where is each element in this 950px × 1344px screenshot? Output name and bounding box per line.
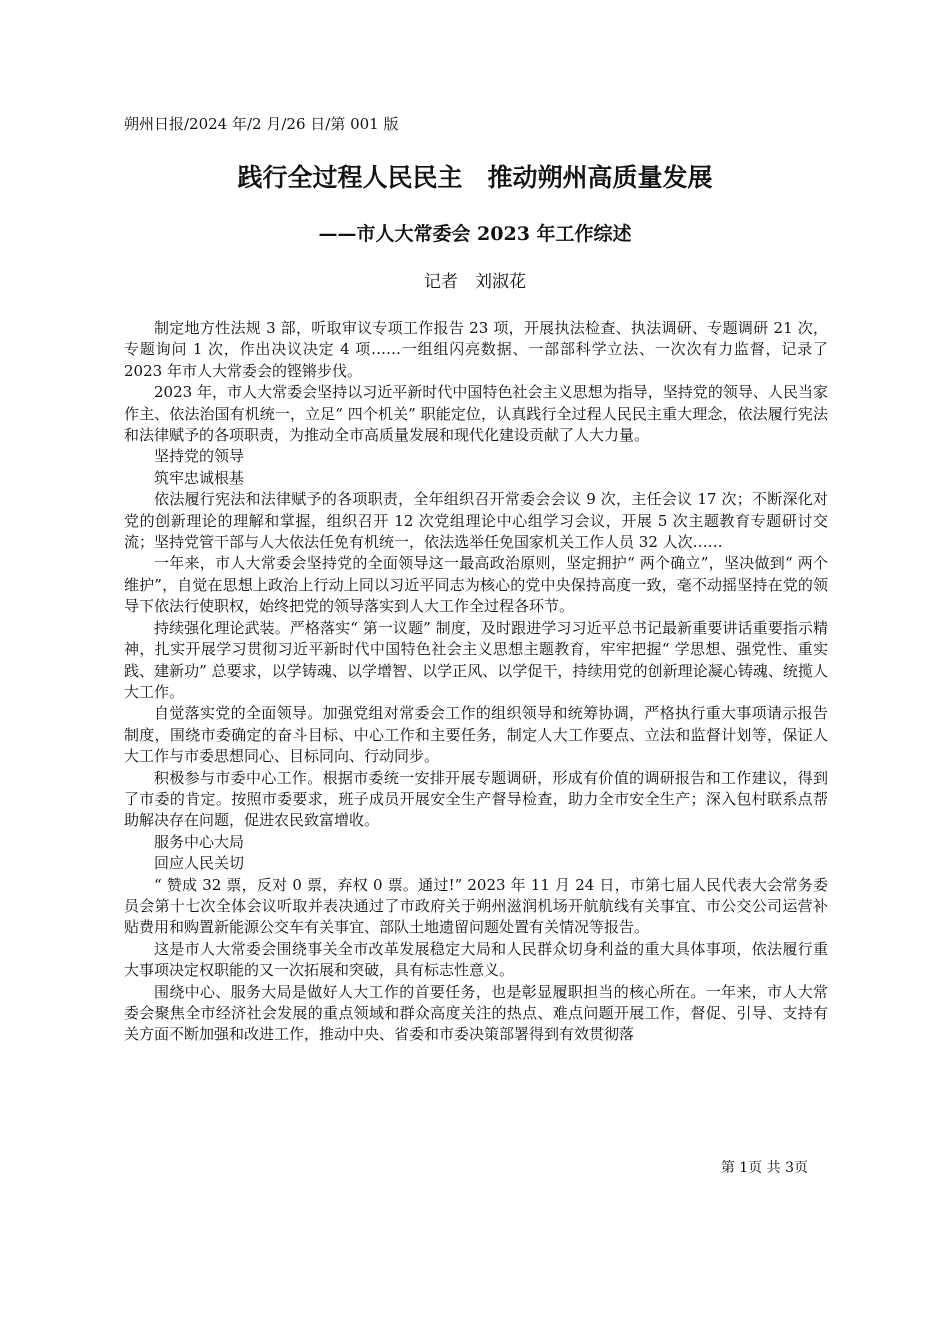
section-heading: 回应人民关切: [154, 854, 245, 873]
article-title: 践行全过程人民民主 推动朔州高质量发展: [237, 163, 713, 192]
page-footer: 第 1页 共 3页: [720, 1160, 808, 1176]
byline: 记者 刘淑花: [424, 272, 526, 292]
paragraph: “ 赞成 32 票，反对 0 票，弃权 0 票。通过!” 2023 年 11 月 24 日，市第七届人民代表大会常务委员会第十七次全体会议听取并表决通过了市政府关于朔州滋润机场开航航线有关事宜、市公交公司运营补贴费用和购置新能源公交车有关事宜、部队土地遗留问题处置有关情况等报告。: [124, 875, 828, 937]
paragraph: 围绕中心、服务大局是做好人大工作的首要任务，也是彰显履职担当的核心所在。一年来，市人大常委会聚焦全市经济社会发展的重点领域和群众高度关注的热点、难点问题开展工作，督促、引导、支持有关方面不断加强和改进工作，推动中央、省委和市委决策部署得到有效贯彻落: [124, 982, 828, 1044]
source-line: 朔州日报/2024 年/2 月/26 日/第 001 版: [124, 115, 399, 133]
article-body: [124, 318, 828, 1046]
paragraph: 自觉落实党的全面领导。加强党组对常委会工作的组织领导和统筹协调，严格执行重大事项请示报告制度，围绕市委确定的奋斗目标、中心工作和主要任务，制定人大工作要点、立法和监督计划等，保证人大工作与市委思想同心、目标同向、行动同步。: [124, 704, 828, 766]
paragraph: 制定地方性法规 3 部，听取审议专项工作报告 23 项，开展执法检查、执法调研、专题调研 21 次，专题询问 1 次，作出决议决定 4 项……一组组闪亮数据、一部部科学立法、一次次有力监督，记录了 2023 年市人大常委会的铿锵步伐。: [124, 319, 828, 380]
paragraph: 持续强化理论武装。严格落实“ 第一议题” 制度，及时跟进学习习近平总书记最新重要讲话重要指示精神，扎实开展学习贯彻习近平新时代中国特色社会主义思想主题教育，牢牢把握“ 学思想、强党性、重实践、建新功” 总要求，以学铸魂、以学增智、以学正风、以学促干，持续用党的创新理论凝心铸魂、统揽人大工作。: [124, 618, 828, 701]
paragraph: 依法履行宪法和法律赋予的各项职责，全年组织召开常委会会议 9 次，主任会议 17 次；不断深化对党的创新理论的理解和掌握，组织召开 12 次党组理论中心组学习会议，开展 5 次主题教育专题研讨交流；坚持党管干部与人大依法任免有机统一，依法选举任免国家机关工作人员 32 人次……: [124, 490, 828, 552]
section-heading: 服务中心大局: [154, 832, 245, 851]
section-heading: 坚持党的领导: [154, 447, 245, 466]
paragraph: 积极参与市委中心工作。根据市委统一安排开展专题调研，形成有价值的调研报告和工作建议，得到了市委的肯定。按照市委要求，班子成员开展安全生产督导检查，助力全市安全生产；深入包村联系点帮助解决存在问题，促进农民致富增收。: [124, 768, 828, 830]
paragraph: 一年来，市人大常委会坚持党的全面领导这一最高政治原则，坚定拥护“ 两个确立”，坚决做到“ 两个维护”，自觉在思想上政治上行动上同以习近平同志为核心的党中央保持高度一致，毫不动摇坚持在党的领导下依法行使职权，始终把党的领导落实到人大工作全过程各环节。: [124, 554, 828, 616]
paragraph: 这是市人大常委会围绕事关全市改革发展稳定大局和人民群众切身利益的重大具体事项，依法履行重大事项决定权职能的又一次拓展和突破，具有标志性意义。: [124, 939, 828, 980]
article-subtitle: ——市人大常委会 2023 年工作综述: [318, 223, 632, 245]
section-heading: 筑牢忠诚根基: [154, 468, 245, 487]
paragraph: 2023 年，市人大常委会坚持以习近平新时代中国特色社会主义思想为指导，坚持党的领导、人民当家作主、依法治国有机统一，立足“ 四个机关” 职能定位，认真践行全过程人民民主重大理念，依法履行宪法和法律赋予的各项职责，为推动全市高质量发展和现代化建设贡献了人大力量。: [124, 383, 828, 445]
